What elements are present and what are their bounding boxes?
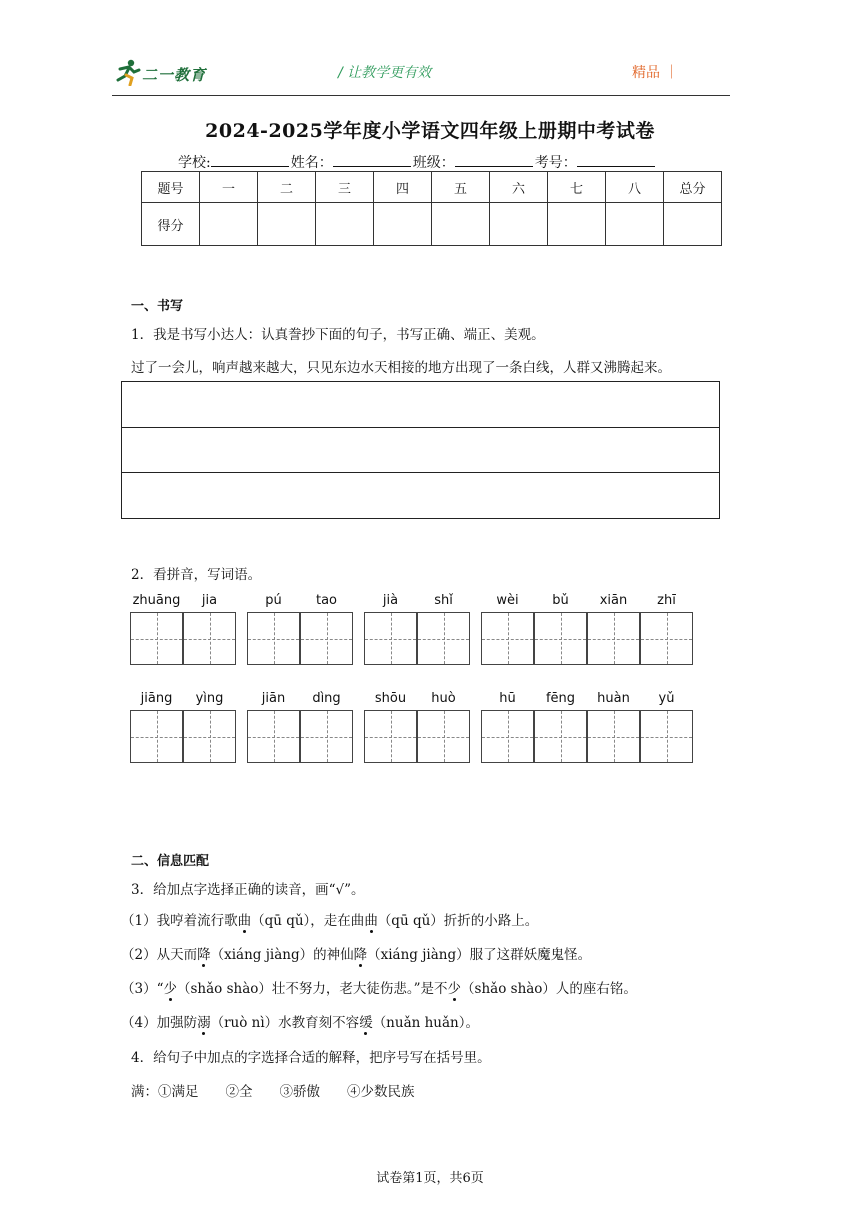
header-divider: [112, 95, 730, 96]
item-text: （nuǎn huǎn）。: [372, 1015, 479, 1031]
class-label: 班级：: [412, 155, 455, 171]
pinyin-label: jia: [201, 593, 218, 608]
tianzige-box[interactable]: [417, 710, 470, 763]
score-cell[interactable]: [664, 203, 722, 246]
dotted-char: 降: [197, 943, 211, 963]
tianzige-box[interactable]: [300, 612, 353, 665]
item-text: （qū qǔ）折折的小路上。: [377, 913, 539, 929]
item-text: （xiáng jiàng）服了这群妖魔鬼怪。: [367, 947, 592, 963]
pinyin-label: jiān: [261, 691, 286, 706]
tianzige-box[interactable]: [587, 710, 640, 763]
score-cell[interactable]: [432, 203, 490, 246]
header-tag: 精品 ｜: [632, 65, 679, 81]
tianzige-box[interactable]: [247, 710, 300, 763]
dotted-char: 少: [448, 977, 462, 997]
writing-line: [122, 472, 719, 473]
pinyin-label: hū: [499, 691, 516, 706]
item-text: （shǎo shào）壮不努力，老大徒伤悲。”是不: [177, 981, 448, 997]
tianzige-box[interactable]: [183, 612, 236, 665]
pinyin-label: jià: [382, 593, 399, 608]
score-header-cell: 五: [432, 172, 490, 203]
score-cell[interactable]: [316, 203, 374, 246]
exam-no-field[interactable]: [577, 154, 655, 167]
tianzige-box[interactable]: [640, 612, 693, 665]
tianzige-box[interactable]: [481, 612, 534, 665]
tianzige-box[interactable]: [534, 710, 587, 763]
item-text: （3）“: [121, 981, 164, 997]
score-value-row: [142, 203, 722, 246]
question-3: 3．给加点字选择正确的读音，画“√”。: [131, 882, 365, 898]
item-text: （ruò nì）水教育刻不容: [210, 1015, 360, 1031]
item-text: （qū qǔ），走在曲: [251, 913, 365, 929]
score-header-cell: 总分: [664, 172, 722, 203]
tianzige-box[interactable]: [534, 612, 587, 665]
name-label: 姓名：: [290, 155, 333, 171]
question-4: 4．给句子中加点的字选择合适的解释，把序号写在括号里。: [131, 1050, 491, 1066]
item-text: （1）我哼着流行歌: [121, 913, 238, 929]
runner-logo-icon: [112, 58, 142, 86]
score-header-row: [142, 172, 722, 203]
question-1-sentence: 过了一会儿，响声越来越大，只见东边水天相接的地方出现了一条白线，人群又沸腾起来。: [131, 360, 671, 376]
pinyin-label: bǔ: [552, 593, 569, 608]
header-slogan: / 让教学更有效: [338, 65, 432, 81]
pinyin-label: fēng: [545, 691, 576, 706]
tianzige-box[interactable]: [364, 710, 417, 763]
pinyin-label: dìng: [312, 691, 341, 706]
page-footer: 试卷第1页，共6页: [376, 1171, 484, 1186]
pinyin-label: shǐ: [434, 593, 453, 608]
pinyin-label: huò: [431, 691, 456, 706]
item-text: （xiáng jiàng）的神仙: [210, 947, 354, 963]
copy-writing-box[interactable]: [121, 381, 720, 519]
question-1: 1．我是书写小达人：认真誊抄下面的句子，书写正确、端正、美观。: [131, 327, 545, 343]
score-header-cell: 六: [490, 172, 548, 203]
pinyin-label: huàn: [597, 691, 630, 706]
tianzige-box[interactable]: [247, 612, 300, 665]
student-info-line: [178, 152, 657, 172]
dotted-char: 曲: [238, 909, 252, 929]
score-table: [141, 171, 722, 246]
dotted-char: 少: [164, 977, 178, 997]
question-4-options: 满：①满足 ②全 ③骄傲 ④少数民族: [131, 1084, 415, 1100]
score-row-label: 得分: [142, 203, 200, 246]
section-2-heading: 二、信息匹配: [131, 854, 210, 869]
score-cell[interactable]: [258, 203, 316, 246]
question-3-item-3: [121, 977, 637, 997]
score-cell[interactable]: [490, 203, 548, 246]
section-1-heading: 一、书写: [131, 299, 184, 314]
logo-text: 二一教育: [142, 66, 207, 84]
tianzige-box[interactable]: [130, 612, 183, 665]
score-header-cell: 一: [200, 172, 258, 203]
tianzige-box[interactable]: [130, 710, 183, 763]
pinyin-label: yǔ: [658, 691, 675, 706]
score-header-cell: 题号: [142, 172, 200, 203]
tianzige-box[interactable]: [183, 710, 236, 763]
score-header-cell: 八: [606, 172, 664, 203]
school-field[interactable]: [211, 154, 289, 167]
score-header-cell: 三: [316, 172, 374, 203]
question-2: 2．看拼音，写词语。: [131, 567, 262, 583]
pinyin-label: wèi: [496, 593, 519, 608]
tianzige-box[interactable]: [364, 612, 417, 665]
score-header-cell: 四: [374, 172, 432, 203]
pinyin-label: jiāng: [140, 691, 173, 706]
writing-line: [122, 427, 719, 428]
pinyin-label: zhī: [657, 593, 676, 608]
score-cell[interactable]: [374, 203, 432, 246]
dotted-char: 降: [354, 943, 368, 963]
dotted-char: 缓: [359, 1011, 373, 1031]
dotted-char: 曲: [364, 909, 378, 929]
pinyin-label: tao: [315, 593, 338, 608]
school-label: 学校:: [178, 155, 211, 171]
tianzige-box[interactable]: [640, 710, 693, 763]
tianzige-box[interactable]: [587, 612, 640, 665]
tianzige-box[interactable]: [417, 612, 470, 665]
question-3-item-1: [121, 909, 538, 929]
score-cell[interactable]: [200, 203, 258, 246]
score-cell[interactable]: [548, 203, 606, 246]
class-field[interactable]: [455, 154, 533, 167]
page-title: 2024-2025学年度小学语文四年级上册期中考试卷: [205, 120, 655, 142]
pinyin-label: xiān: [599, 593, 628, 608]
question-3-item-2: [121, 943, 591, 963]
dotted-char: 溺: [197, 1011, 211, 1031]
tianzige-box[interactable]: [481, 710, 534, 763]
pinyin-label: shōu: [374, 691, 407, 706]
score-cell[interactable]: [606, 203, 664, 246]
question-3-item-4: [121, 1011, 479, 1031]
name-field[interactable]: [333, 154, 411, 167]
pinyin-label: pú: [265, 593, 282, 608]
tianzige-box[interactable]: [300, 710, 353, 763]
pinyin-label: yìng: [195, 691, 224, 706]
item-text: （shǎo shào）人的座右铭。: [461, 981, 637, 997]
item-text: （2）从天而: [121, 947, 198, 963]
pinyin-label: zhuāng: [132, 593, 181, 608]
score-header-cell: 二: [258, 172, 316, 203]
score-header-cell: 七: [548, 172, 606, 203]
item-text: （4）加强防: [121, 1015, 198, 1031]
exam-no-label: 考号：: [534, 155, 577, 171]
